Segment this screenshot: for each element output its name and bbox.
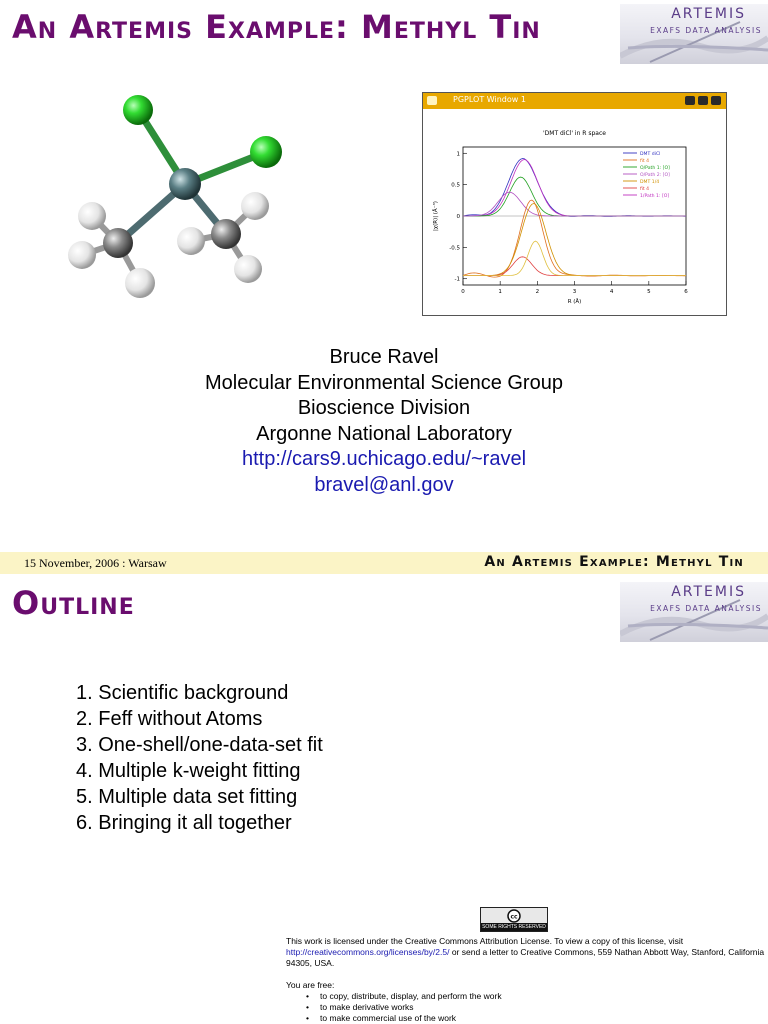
outline-item: 2. Feff without Atoms [76, 708, 263, 730]
y-tick-label: 1 [456, 151, 460, 158]
hydrogen-atom [68, 241, 96, 269]
logo-word: ARTEMIS [671, 584, 746, 600]
carbon-atom [211, 219, 241, 249]
legend-entry: DMT 1/4 [640, 180, 660, 185]
window-menu-icon[interactable] [427, 96, 437, 105]
window-title: PGPLOT Window 1 [453, 95, 526, 104]
author-division: Bioscience Division [297, 397, 471, 419]
hydrogen-atom [241, 192, 269, 220]
legend-entry: O/Path 2: [O] [640, 173, 670, 178]
logo-subtitle: EXAFS DATA ANALYSIS [650, 26, 762, 35]
outline-item: 4. Multiple k-weight fitting [76, 760, 301, 782]
x-tick-label: 1 [498, 289, 502, 295]
hydrogen-atom [125, 268, 155, 298]
license-line1: This work is licensed under the Creative Commons Attribution License. To view a copy of this license, visit [286, 936, 684, 946]
author-url-link[interactable]: http://cars9.uchicago.edu/~ravel [241, 448, 527, 470]
x-tick-label: 5 [647, 289, 651, 295]
x-tick-label: 3 [572, 289, 577, 295]
x-tick-label: 2 [535, 289, 540, 295]
y-tick-label: 0.5 [451, 182, 460, 189]
legend-entry: O/Path 1: [O] [640, 166, 670, 171]
minimize-icon[interactable] [685, 96, 695, 105]
outline-item: 6. Bringing it all together [76, 812, 292, 834]
series-line [463, 241, 686, 276]
tin-atom [169, 168, 201, 200]
license-line2: or send a letter to Creative Commons, 559 Nathan Abbott Way, Stanford, California 94305, USA. [286, 947, 765, 968]
x-tick-label: 4 [609, 289, 614, 295]
author-lab: Argonne National Laboratory [256, 422, 512, 445]
outline-item: 3. One-shell/one-data-set fit [76, 734, 323, 756]
chlorine-atom [123, 95, 153, 125]
y-axis-label: |χ(R)| (Å⁻³) [433, 201, 439, 231]
r-space-plot [423, 109, 726, 315]
slide-title: An Artemis Example: Methyl Tin [12, 8, 541, 46]
license-freedom-item: • to make commercial use of the work [320, 1013, 766, 1024]
series-line [463, 204, 686, 276]
plot-title: 'DMT diCl' in R space [543, 130, 606, 137]
artemis-logo [620, 4, 768, 64]
license-link[interactable]: http://creativecommons.org/licenses/by/2.5/ [286, 947, 450, 957]
series-line [463, 257, 686, 276]
footer-title: An Artemis Example: Methyl Tin [484, 554, 744, 570]
pgplot-window [422, 92, 727, 316]
license-freedom-item: • to make derivative works [320, 1002, 766, 1013]
author-email-link[interactable]: bravel@anl.gov [314, 473, 454, 496]
footer-date: 15 November, 2006 : Warsaw [24, 556, 167, 570]
series-line [463, 200, 686, 277]
logo-word: ARTEMIS [671, 6, 746, 22]
hydrogen-atom [234, 255, 262, 283]
y-tick-label: -1 [454, 276, 460, 283]
legend-entry: DMT diCl [640, 152, 661, 157]
window-title-bar[interactable] [423, 93, 726, 109]
outline-item: 5. Multiple data set fitting [76, 786, 298, 808]
x-axis-label: R (Å) [567, 299, 582, 305]
methyl-tin-molecule [58, 88, 288, 308]
author-group: Molecular Environmental Science Group [205, 371, 563, 394]
x-tick-label: 6 [684, 289, 688, 295]
svg-text:cc: cc [510, 913, 518, 921]
close-icon[interactable] [711, 96, 721, 105]
chlorine-atom [250, 136, 282, 168]
outline-title: Outline [12, 584, 135, 622]
maximize-icon[interactable] [698, 96, 708, 105]
creative-commons-badge[interactable] [480, 907, 548, 932]
carbon-atom [103, 228, 133, 258]
hydrogen-atom [177, 227, 205, 255]
y-tick-label: 0 [456, 214, 460, 220]
legend-entry: fit 4 [640, 159, 650, 164]
license-free-label: You are free: [286, 980, 335, 990]
outline-list [76, 680, 323, 836]
legend-entry: 1/Path 1: [O] [640, 194, 670, 199]
legend-entry: fit 4 [640, 187, 650, 192]
y-tick-label: -0.5 [449, 245, 460, 252]
author-block [0, 345, 768, 498]
license-text [286, 936, 766, 1024]
cc-badge-label: SOME RIGHTS RESERVED [482, 924, 546, 930]
author-name: Bruce Ravel [329, 346, 439, 368]
artemis-logo [620, 582, 768, 642]
outline-item: 1. Scientific background [76, 682, 289, 704]
slide-footer [0, 552, 768, 574]
license-freedom-item: • to copy, distribute, display, and perform the work [320, 991, 766, 1002]
logo-subtitle: EXAFS DATA ANALYSIS [650, 604, 762, 613]
x-tick-label: 0 [461, 289, 465, 295]
license-freedoms [286, 991, 766, 1024]
hydrogen-atom [78, 202, 106, 230]
